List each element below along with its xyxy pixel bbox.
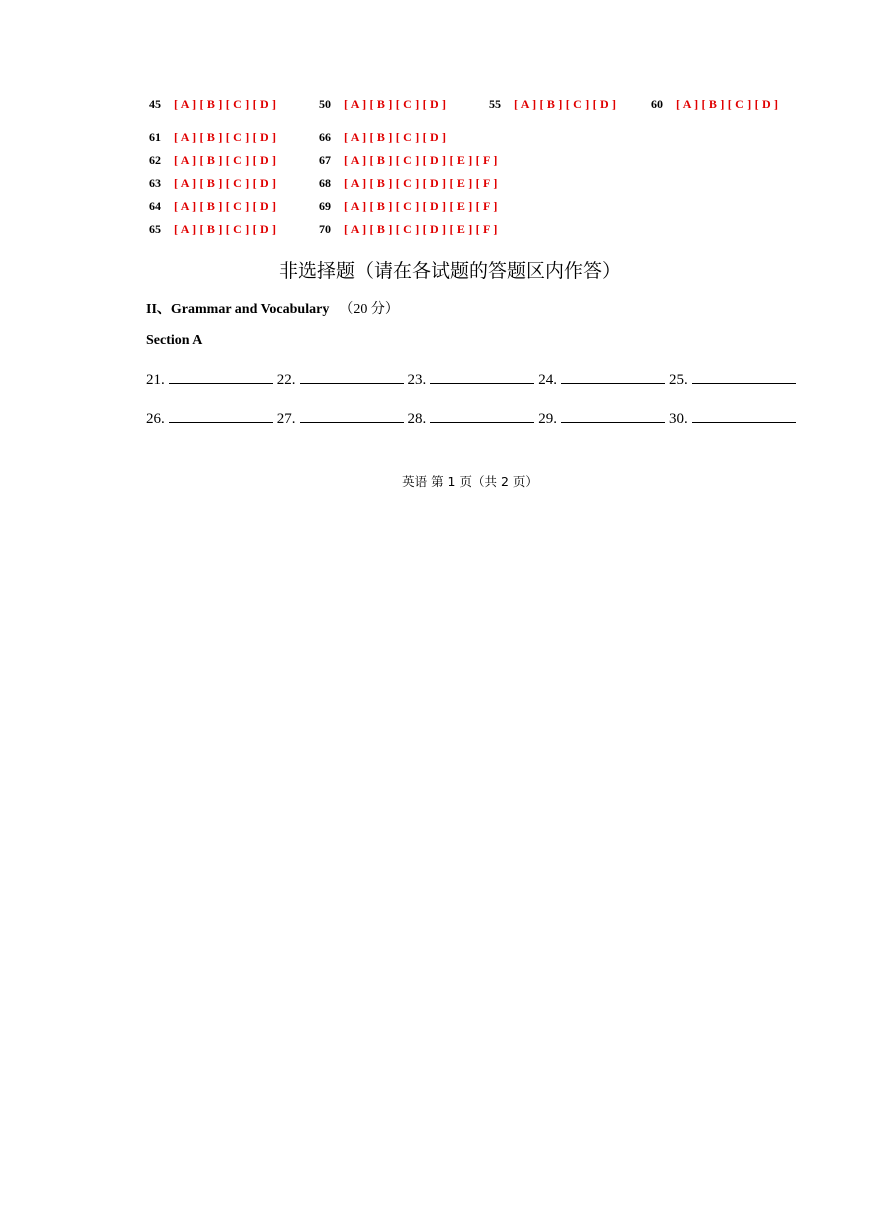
answer-options[interactable]: [ A ] [ B ] [ C ] [ D ]	[174, 199, 277, 213]
blank-number: 21.	[146, 372, 165, 388]
blank-number: 24.	[538, 372, 557, 388]
blank-number: 23.	[407, 372, 427, 388]
blank-row	[146, 408, 800, 428]
mc-question-item	[149, 97, 276, 112]
blank-item	[669, 369, 800, 389]
mc-question-item	[149, 222, 276, 237]
answer-blank[interactable]	[561, 369, 665, 384]
answer-blank[interactable]	[169, 369, 273, 384]
blank-item	[538, 369, 669, 389]
question-number: 65	[149, 222, 161, 236]
answer-blank[interactable]	[169, 408, 273, 423]
blank-number: 27.	[276, 411, 296, 427]
mc-question-item	[319, 199, 498, 214]
blank-item	[408, 369, 539, 389]
answer-blank[interactable]	[300, 369, 404, 384]
blank-number: 29.	[538, 411, 557, 427]
answer-options[interactable]: [ A ] [ B ] [ C ] [ D ]	[174, 153, 277, 167]
mc-row	[149, 130, 789, 146]
question-number: 50	[319, 97, 331, 111]
answer-blank[interactable]	[300, 408, 404, 423]
mc-row	[149, 222, 789, 238]
part-title	[146, 298, 399, 318]
mc-row	[149, 199, 789, 215]
question-number: 45	[149, 97, 161, 111]
blank-item	[277, 369, 408, 389]
answer-options[interactable]: [ A ] [ B ] [ C ] [ D ] [ E ] [ F ]	[344, 199, 498, 213]
blank-number: 28.	[407, 411, 427, 427]
mc-question-item	[149, 153, 276, 168]
answer-options[interactable]: [ A ] [ B ] [ C ] [ D ] [ E ] [ F ]	[344, 222, 498, 236]
blank-item	[669, 408, 800, 428]
mc-question-item	[149, 130, 276, 145]
page-footer: 英语 第 1 页（共 2 页）	[402, 474, 538, 489]
mc-question-item	[319, 97, 446, 112]
blank-number: 30.	[669, 411, 688, 427]
blank-item	[146, 408, 277, 428]
section-title: 非选择题（请在各试题的答题区内作答）	[278, 260, 621, 282]
mc-question-item	[149, 199, 276, 214]
blank-item	[408, 408, 539, 428]
answer-options[interactable]: [ A ] [ B ] [ C ] [ D ]	[344, 130, 447, 144]
question-number: 64	[149, 199, 161, 213]
question-number: 69	[319, 199, 331, 213]
blank-number: 22.	[276, 372, 296, 388]
part-title-text: II、Grammar and Vocabulary	[146, 302, 330, 317]
question-number: 60	[651, 97, 663, 111]
mc-row	[149, 176, 789, 192]
question-number: 68	[319, 176, 331, 190]
blank-number: 25.	[669, 372, 688, 388]
answer-options[interactable]: [ A ] [ B ] [ C ] [ D ]	[174, 130, 277, 144]
question-number: 63	[149, 176, 161, 190]
answer-blank[interactable]	[430, 408, 534, 423]
answer-options[interactable]: [ A ] [ B ] [ C ] [ D ] [ E ] [ F ]	[344, 176, 498, 190]
mc-row	[149, 97, 789, 113]
question-number: 66	[319, 130, 331, 144]
question-number: 70	[319, 222, 331, 236]
mc-row	[149, 153, 789, 169]
blank-item	[277, 408, 408, 428]
answer-options[interactable]: [ A ] [ B ] [ C ] [ D ]	[676, 97, 779, 111]
answer-options[interactable]: [ A ] [ B ] [ C ] [ D ] [ E ] [ F ]	[344, 153, 498, 167]
answer-blank[interactable]	[692, 408, 796, 423]
mc-question-item	[319, 130, 446, 145]
answer-options[interactable]: [ A ] [ B ] [ C ] [ D ]	[174, 222, 277, 236]
blank-number: 26.	[146, 411, 165, 427]
mc-question-item	[319, 222, 498, 237]
answer-options[interactable]: [ A ] [ B ] [ C ] [ D ]	[174, 176, 277, 190]
blank-item	[146, 369, 277, 389]
mc-question-item	[319, 153, 498, 168]
mc-question-item	[319, 176, 498, 191]
sub-title: Section A	[146, 333, 203, 348]
mc-question-item	[149, 176, 276, 191]
part-score: （20 分）	[339, 302, 399, 317]
question-number: 61	[149, 130, 161, 144]
answer-options[interactable]: [ A ] [ B ] [ C ] [ D ]	[174, 97, 277, 111]
answer-blank[interactable]	[430, 369, 534, 384]
answer-options[interactable]: [ A ] [ B ] [ C ] [ D ]	[344, 97, 447, 111]
question-number: 67	[319, 153, 331, 167]
answer-options[interactable]: [ A ] [ B ] [ C ] [ D ]	[514, 97, 617, 111]
blank-row	[146, 369, 800, 389]
blank-item	[538, 408, 669, 428]
answer-blank[interactable]	[692, 369, 796, 384]
mc-question-item	[489, 97, 616, 112]
question-number: 55	[489, 97, 501, 111]
question-number: 62	[149, 153, 161, 167]
mc-question-item	[651, 97, 778, 112]
answer-blank[interactable]	[561, 408, 665, 423]
